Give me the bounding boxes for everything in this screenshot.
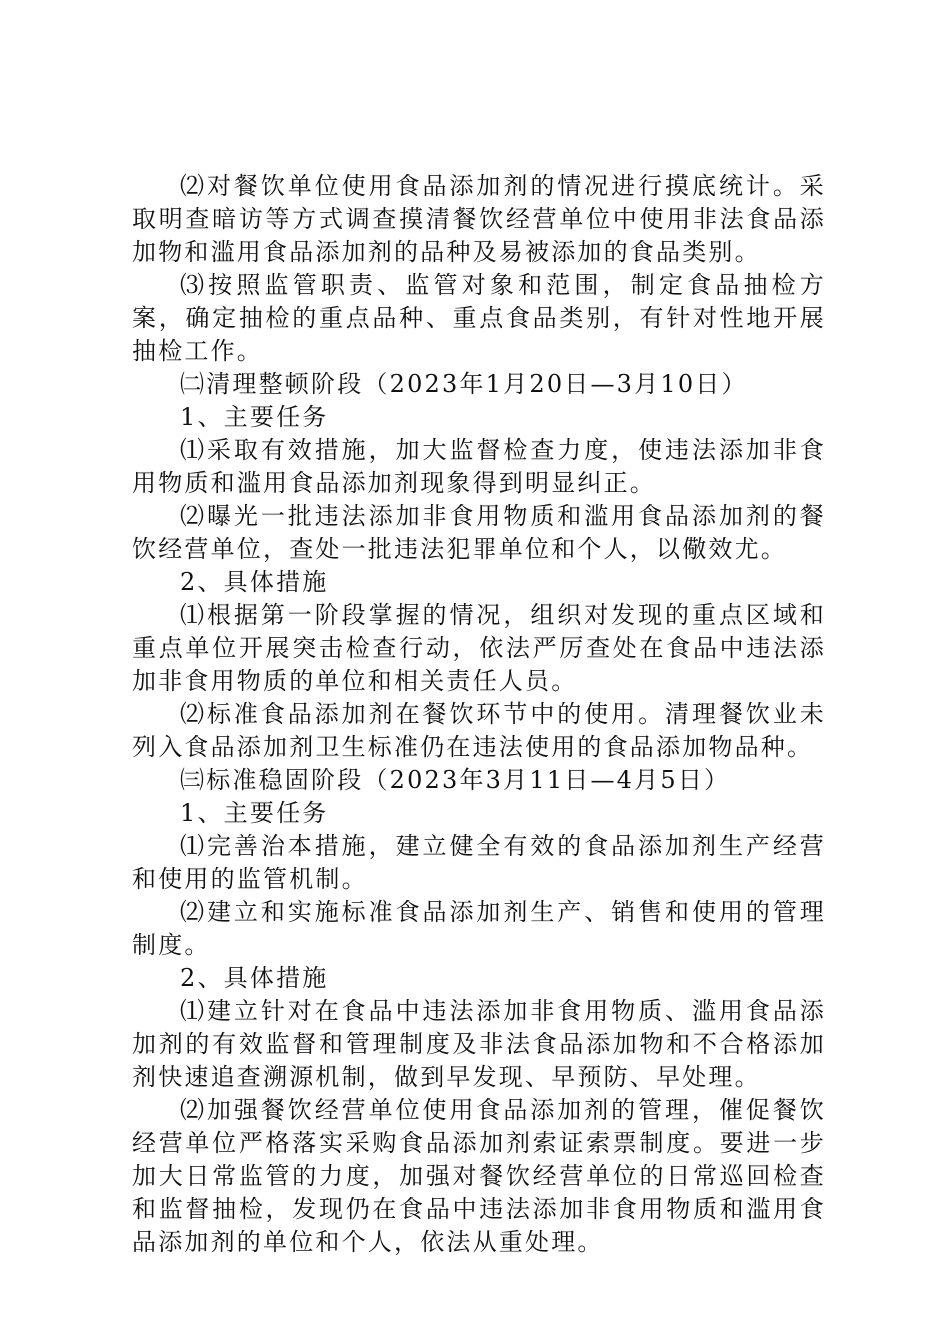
subheading-specific-measures: 2、具体措施 xyxy=(180,568,329,596)
paragraph-5: ⑴采取有效措施，加大监督检查力度，使违法添加非食用物质和滥用食品添加剂现象得到明显纠正。 xyxy=(132,436,826,497)
paragraph-9: ⑵标准食品添加剂在餐饮环节中的使用。清理餐饮业未列入食品添加剂卫生标准仍在违法使用的食品添加物品种。 xyxy=(132,700,826,761)
paragraph-1: ⑵对餐饮单位使用食品添加剂的情况进行摸底统计。采取明查暗访等方式调查摸清餐饮经营单位中使用非法食品添加物和滥用食品添加剂的品种及易被添加的食品类别。 xyxy=(132,172,826,266)
paragraph-2: ⑶按照监管职责、监管对象和范围，制定食品抽检方案，确定抽检的重点品种、重点食品类别，有针对性地开展抽检工作。 xyxy=(132,271,826,365)
paragraph-13: ⑵建立和实施标准食品添加剂生产、销售和使用的管理制度。 xyxy=(132,898,826,959)
subheading-main-tasks: 1、主要任务 xyxy=(180,403,329,431)
section-heading-2: ㈡清理整顿阶段（2023年1月20日—3月10日） xyxy=(180,370,748,398)
document-body xyxy=(132,170,826,1259)
paragraph-8: ⑴根据第一阶段掌握的情况，组织对发现的重点区域和重点单位开展突击检查行动，依法严厉查处在食品中违法添加非食用物质的单位和相关责任人员。 xyxy=(132,601,826,695)
paragraph-6: ⑵曝光一批违法添加非食用物质和滥用食品添加剂的餐饮经营单位，查处一批违法犯罪单位和个人，以儆效尤。 xyxy=(132,502,826,563)
subheading-main-tasks-2: 1、主要任务 xyxy=(180,799,329,827)
paragraph-12: ⑴完善治本措施，建立健全有效的食品添加剂生产经营和使用的监管机制。 xyxy=(132,832,826,893)
section-heading-3: ㈢标准稳固阶段（2023年3月11日—4月5日） xyxy=(180,766,731,794)
paragraph-15: ⑴建立针对在食品中违法添加非食用物质、滥用食品添加剂的有效监督和管理制度及非法食品添加物和不合格添加剂快速追查溯源机制，做到早发现、早预防、早处理。 xyxy=(132,997,826,1091)
paragraph-16: ⑵加强餐饮经营单位使用食品添加剂的管理，催促餐饮经营单位严格落实采购食品添加剂索证索票制度。要进一步加大日常监管的力度，加强对餐饮经营单位的日常巡回检查和监督抽检，发现仍在食品中违法添加非食用物质和滥用食品添加剂的单位和个人，依法从重处理。 xyxy=(132,1096,826,1256)
subheading-specific-measures-2: 2、具体措施 xyxy=(180,964,329,992)
